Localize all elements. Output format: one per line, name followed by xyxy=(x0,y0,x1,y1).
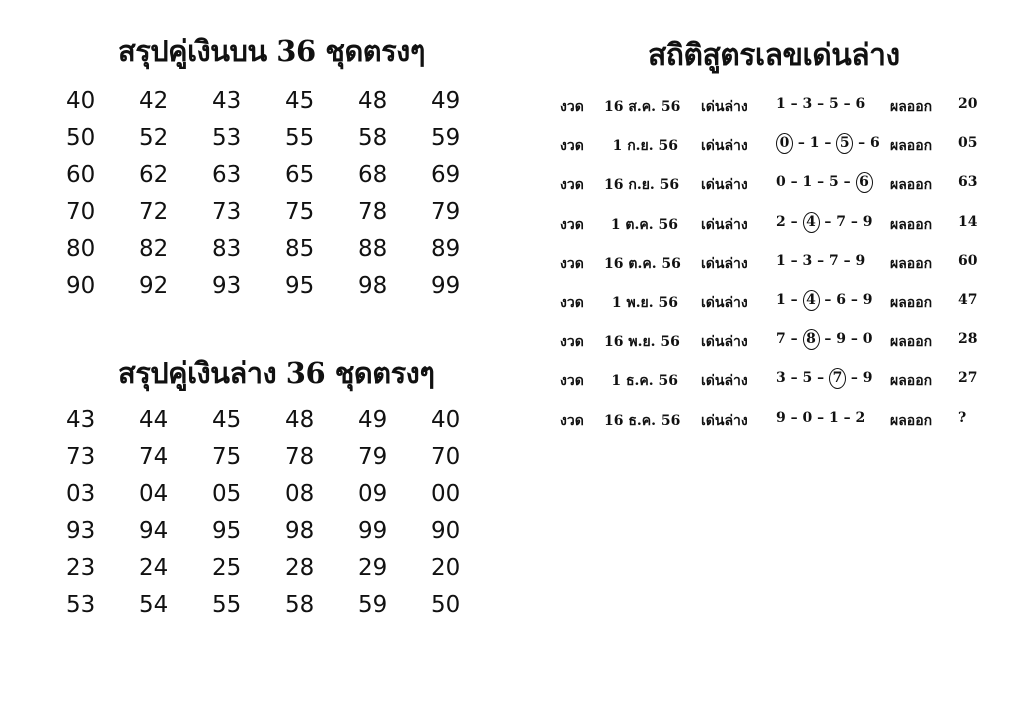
upper-summary-title: สรุปคู่เงินบน 36 ชุดตรงๆ xyxy=(118,34,425,68)
number-cell: 62 xyxy=(139,162,169,188)
number-cell: 69 xyxy=(431,162,461,188)
number-cell: 70 xyxy=(66,199,96,225)
digit: 9 xyxy=(862,370,873,387)
number-cell: 50 xyxy=(66,125,96,151)
digit: 6 xyxy=(855,96,866,112)
digit-sequence: 0 – 1 – 5 – 6 xyxy=(776,174,873,190)
number-cell: 44 xyxy=(139,407,169,433)
result-label: ผลออก xyxy=(890,294,933,311)
number-cell: 85 xyxy=(285,236,315,262)
number-cell: 88 xyxy=(358,236,388,262)
dominant-low-label: เด่นล่าง xyxy=(701,294,748,311)
number-cell: 58 xyxy=(285,592,315,618)
number-cell: 43 xyxy=(66,407,96,433)
number-cell: 93 xyxy=(212,273,242,299)
draw-date: 1 พ.ย. 56 xyxy=(611,294,678,311)
circled-digit: 0 xyxy=(776,133,793,154)
draw-date: 16 พ.ย. 56 xyxy=(604,334,680,351)
digit-sequence: 1 – 3 – 5 – 6 xyxy=(776,96,866,112)
result-label: ผลออก xyxy=(890,138,933,155)
digit: 9 xyxy=(776,409,786,426)
number-cell: 04 xyxy=(139,481,169,507)
digit: 1 xyxy=(802,174,813,191)
digit-sequence: 0 – 1 – 5 – 6 xyxy=(776,135,880,151)
draw-label: งวด xyxy=(560,216,584,233)
number-cell: 00 xyxy=(431,481,461,507)
digit: 9 xyxy=(836,331,846,348)
draw-date: 1 ก.ย. 56 xyxy=(612,138,678,155)
number-cell: 43 xyxy=(212,88,242,114)
number-cell: 45 xyxy=(212,407,242,433)
number-cell: 79 xyxy=(358,444,388,470)
lower-summary-title: สรุปคู่เงินล่าง 36 ชุดตรงๆ xyxy=(118,356,435,390)
number-cell: 48 xyxy=(358,88,388,114)
number-cell: 55 xyxy=(212,592,242,618)
number-cell: 99 xyxy=(431,273,461,299)
number-cell: 94 xyxy=(139,518,169,544)
number-cell: 58 xyxy=(358,125,388,151)
digit-sequence: 1 – 3 – 7 – 9 xyxy=(776,252,866,269)
number-cell: 53 xyxy=(212,125,242,151)
dominant-low-label: เด่นล่าง xyxy=(701,177,748,194)
result-value: 14 xyxy=(958,213,978,230)
number-cell: 49 xyxy=(358,407,388,433)
number-cell: 45 xyxy=(285,88,315,114)
number-cell: 90 xyxy=(66,273,96,299)
number-cell: 05 xyxy=(212,481,242,507)
result-value: 27 xyxy=(958,370,978,387)
digit: 1 xyxy=(776,252,786,269)
result-label: ผลออก xyxy=(890,216,933,233)
result-value: 05 xyxy=(958,135,978,152)
digit: 1 xyxy=(776,291,786,308)
number-cell: 03 xyxy=(66,481,96,507)
draw-label: งวด xyxy=(560,255,584,272)
result-value: ? xyxy=(958,409,967,426)
number-cell: 23 xyxy=(66,555,96,581)
number-cell: 80 xyxy=(66,236,96,262)
number-cell: 40 xyxy=(431,407,461,433)
number-cell: 95 xyxy=(285,273,315,299)
number-cell: 95 xyxy=(212,518,242,544)
draw-label: งวด xyxy=(560,177,584,194)
digit: 0 xyxy=(802,409,813,426)
number-cell: 98 xyxy=(285,518,315,544)
circled-digit: 4 xyxy=(803,290,820,311)
draw-date: 1 ต.ค. 56 xyxy=(610,216,678,233)
number-cell: 53 xyxy=(66,592,96,618)
result-label: ผลออก xyxy=(890,412,933,429)
draw-label: งวด xyxy=(560,412,584,429)
dominant-low-label: เด่นล่าง xyxy=(701,216,748,233)
number-cell: 59 xyxy=(358,592,388,618)
digit: 2 xyxy=(855,409,866,426)
result-label: ผลออก xyxy=(890,177,933,194)
draw-date: 1 ธ.ค. 56 xyxy=(611,373,678,390)
digit: 7 xyxy=(829,252,839,269)
upper-number-grid xyxy=(66,86,504,308)
number-cell: 59 xyxy=(431,125,461,151)
number-cell: 40 xyxy=(66,88,96,114)
number-cell: 98 xyxy=(358,273,388,299)
circled-digit: 6 xyxy=(856,172,873,193)
number-cell: 73 xyxy=(66,444,96,470)
number-cell: 55 xyxy=(285,125,315,151)
digit-sequence: 7 – 8 – 9 – 0 xyxy=(776,331,873,347)
result-label: ผลออก xyxy=(890,99,933,115)
number-cell: 90 xyxy=(431,518,461,544)
dominant-low-label: เด่นล่าง xyxy=(701,138,748,155)
number-cell: 99 xyxy=(358,518,388,544)
number-cell: 50 xyxy=(431,592,461,618)
digit: 5 xyxy=(829,96,839,112)
result-value: 60 xyxy=(958,252,978,269)
number-cell: 63 xyxy=(212,162,242,188)
digit: 9 xyxy=(862,291,873,308)
number-cell: 74 xyxy=(139,444,169,470)
draw-label: งวด xyxy=(560,99,584,115)
digit: 7 xyxy=(776,331,786,348)
number-cell: 93 xyxy=(66,518,96,544)
result-label: ผลออก xyxy=(890,334,933,351)
digit: 1 xyxy=(829,409,839,426)
number-cell: 20 xyxy=(431,555,461,581)
number-cell: 49 xyxy=(431,88,461,114)
digit-sequence: 9 – 0 – 1 – 2 xyxy=(776,409,866,426)
digit-sequence: 3 – 5 – 7 – 9 xyxy=(776,370,873,386)
draw-label: งวด xyxy=(560,138,584,155)
circled-digit: 4 xyxy=(803,212,820,233)
digit: 1 xyxy=(776,96,786,112)
number-cell: 78 xyxy=(358,199,388,225)
result-label: ผลออก xyxy=(890,255,933,272)
number-cell: 75 xyxy=(212,444,242,470)
draw-label: งวด xyxy=(560,294,584,311)
number-cell: 08 xyxy=(285,481,315,507)
number-cell: 60 xyxy=(66,162,96,188)
number-cell: 09 xyxy=(358,481,388,507)
number-cell: 28 xyxy=(285,555,315,581)
number-cell: 29 xyxy=(358,555,388,581)
number-cell: 52 xyxy=(139,125,169,151)
result-value: 20 xyxy=(958,96,978,112)
number-cell: 82 xyxy=(139,236,169,262)
result-value: 47 xyxy=(958,291,978,308)
number-cell: 24 xyxy=(139,555,169,581)
lower-number-grid xyxy=(66,405,504,627)
digit: 2 xyxy=(776,213,786,230)
dominant-low-label: เด่นล่าง xyxy=(701,255,748,272)
number-cell: 73 xyxy=(212,199,242,225)
digit: 9 xyxy=(862,213,873,230)
digit: 7 xyxy=(836,213,846,230)
draw-date: 16 ธ.ค. 56 xyxy=(604,412,681,429)
number-cell: 78 xyxy=(285,444,315,470)
number-cell: 92 xyxy=(139,273,169,299)
draw-date: 16 ต.ค. 56 xyxy=(604,255,681,272)
number-cell: 83 xyxy=(212,236,242,262)
digit: 3 xyxy=(802,96,813,112)
dominant-low-label: เด่นล่าง xyxy=(701,334,748,351)
number-cell: 72 xyxy=(139,199,169,225)
digit: 0 xyxy=(776,174,786,191)
draw-date: 16 ส.ค. 56 xyxy=(604,99,681,115)
number-cell: 65 xyxy=(285,162,315,188)
draw-label: งวด xyxy=(560,334,584,351)
digit: 5 xyxy=(802,370,813,387)
digit: 9 xyxy=(855,252,866,269)
number-cell: 25 xyxy=(212,555,242,581)
digit-sequence: 2 – 4 – 7 – 9 xyxy=(776,214,873,230)
result-value: 28 xyxy=(958,331,978,348)
number-cell: 89 xyxy=(431,236,461,262)
number-cell: 68 xyxy=(358,162,388,188)
dominant-low-label: เด่นล่าง xyxy=(701,373,748,390)
dominant-low-label: เด่นล่าง xyxy=(701,412,748,429)
number-cell: 79 xyxy=(431,199,461,225)
digit: 3 xyxy=(802,252,813,269)
circled-digit: 8 xyxy=(803,329,820,350)
number-cell: 75 xyxy=(285,199,315,225)
result-label: ผลออก xyxy=(890,373,933,390)
number-cell: 48 xyxy=(285,407,315,433)
digit: 0 xyxy=(862,331,873,348)
number-cell: 42 xyxy=(139,88,169,114)
circled-digit: 5 xyxy=(836,133,853,154)
digit: 5 xyxy=(829,174,839,191)
digit-sequence: 1 – 4 – 6 – 9 xyxy=(776,292,873,308)
stats-title: สถิติสูตรเลขเด่นล่าง xyxy=(648,38,900,73)
number-cell: 54 xyxy=(139,592,169,618)
digit: 6 xyxy=(870,135,880,152)
number-cell: 70 xyxy=(431,444,461,470)
dominant-low-label: เด่นล่าง xyxy=(701,99,748,115)
digit: 6 xyxy=(836,291,846,308)
result-value: 63 xyxy=(958,174,978,191)
digit: 1 xyxy=(809,135,820,152)
digit: 3 xyxy=(776,370,786,387)
draw-label: งวด xyxy=(560,373,584,390)
circled-digit: 7 xyxy=(829,368,846,389)
draw-date: 16 ก.ย. 56 xyxy=(604,177,680,194)
